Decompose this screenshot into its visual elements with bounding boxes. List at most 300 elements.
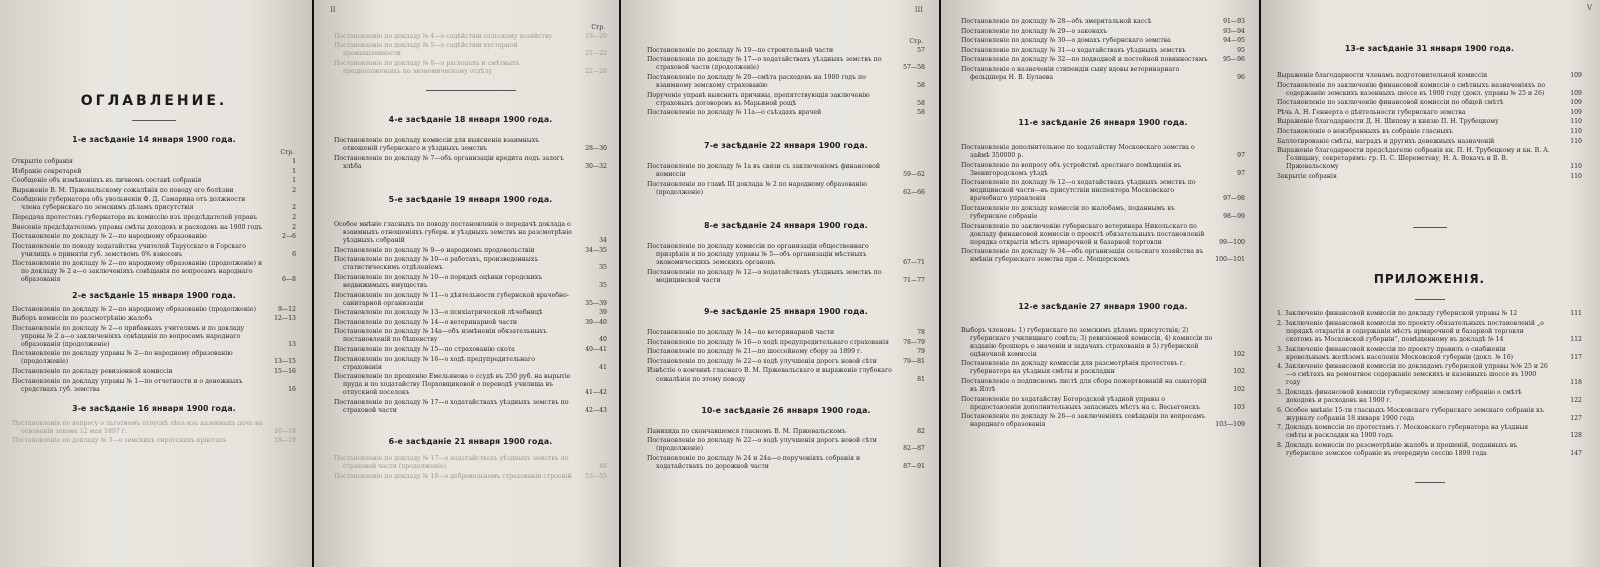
toc-entry [961,56,1245,64]
toc-entry [961,162,1245,178]
toc-entry-page: 57—58 [903,64,925,72]
toc-list [961,144,1245,264]
page-contents-2 [314,0,619,567]
toc-entry-text: Порученіе управѣ выяснить причины, препятствующія заключенію страховыхъ договоровъ въ Марьиной рощѣ [647,91,870,107]
section-rule [426,90,516,91]
toc-entry-page: 6—8 [281,276,296,284]
toc-entry-text: Баллотированіе смѣты, наградъ и другихъ денежныхъ назначеній [1277,137,1495,145]
toc-list [12,158,296,284]
toc-entry-text: Особое мнѣніе гласныхъ по поводу постановленія о передачѣ доклада о взаимныхъ отношеніяхъ губерн. и уѣздныхъ земствъ на разсмотрѣніе уѣздныхъ собраній [334,221,572,245]
toc-entry-text: Постановленіе по докладу № 3—о земскихъ сиротскихъ пріютахъ [12,437,227,445]
toc-entry-text: 6. Особое мнѣніе 15-ти гласныхъ Московскаго губернскаго земскаго собранія къ журналу собранія 18 января 1900 года [1277,406,1544,422]
toc-entry [961,413,1245,429]
toc-entry-text: 8. Докладъ комиссіи по разсмотрѣнію жалобъ и прошеній, поданныхъ въ губернское земское собраніе въ очередную сессію 1899 года [1277,441,1518,457]
toc-entry-page: 39—40 [585,318,607,326]
toc-entry-page: 62—66 [903,189,925,197]
toc-entry-page: 109 [1570,108,1582,116]
toc-entry [647,56,925,72]
toc-entry-text: Постановленіе по докладу № 18—о добровольномъ страхованіи строеній [334,472,572,480]
toc-entry-text: Постановленіе по заключенію финансовой комиссіи о смѣтныхъ назначеніяхъ по содержанію земскихъ казенныхъ шоссе въ 1900 году (докл. управы № 25 и 26) [1277,81,1546,97]
toc-entry-text: Постановленіе по докладу ревизіонной комиссіи [12,368,173,376]
toc-entry [1277,363,1582,387]
toc-entry-text: Сообщеніе объ измѣненіяхъ въ личномъ составѣ собранія [12,177,202,185]
session-header: 9-е засѣданіе 25 января 1900 года. [704,307,868,317]
toc-entry [961,179,1245,203]
toc-entry-page: 2 [292,213,296,221]
toc-entry-page: 102 [1233,386,1245,393]
toc-entry [961,18,1245,26]
toc-entry-page: 110 [1570,128,1582,135]
toc-entry-page: 2 [292,204,296,212]
toc-entry-text: Постановленіе по докладу № 2—по народному образованію (продолженіе) [12,305,257,313]
toc-entry-text: Рѣчь А. Н. Геннерта о дѣятельности губернскаго земства [1277,108,1466,116]
toc-entry-text: Постановленіе по докладу № 17—о ходатайствахъ уѣздныхъ земствъ по страховой части [334,398,569,414]
toc-list [1277,310,1582,458]
toc-entry [647,455,925,471]
toc-entry-page: 109 [1570,72,1582,80]
session-header: 10-е засѣданіе 26 января 1900 года. [701,405,871,415]
toc-entry [12,177,296,185]
toc-entry-text: Постановленіе по докладу № 20—смѣта расходовъ на 1900 годъ по взаимному земскому страхованію [647,73,866,90]
toc-entry [334,309,607,317]
toc-entry-text: Постановленіе дополнительное по ходатайству Московскаго земства о займѣ 350000 р. [961,144,1195,160]
toc-entry-page: 41—42 [585,389,607,397]
toc-entry-page: 53—55 [585,472,607,480]
toc-entry-page: 18—19 [274,437,296,445]
toc-list [647,428,925,471]
toc-entry-page: 103 [1233,403,1245,411]
toc-entry-text: Постановленіе по заключенію финансовой комиссіи по общей смѣтѣ [1277,99,1504,107]
toc-entry-page: 78 [917,329,925,337]
toc-entry-text: Постановленіе по докладу № 2—по народному образованію (продолженіе) и по докладу № 2 а—о заключеніяхъ совѣщанія по вопросамъ народнаго образованія [12,260,263,284]
toc-entry-text: Постановленіе по докладу № 9—о народномъ продовольствіи [334,246,535,254]
toc-entry-page: 39 [599,309,607,317]
toc-entry-text: 5. Докладъ финансовой комиссіи губернскому земскому собранію о смѣтѣ доходовъ и расходовъ на 1900 г. [1277,389,1522,405]
toc-entry-page: 78—79 [903,338,925,346]
toc-entry-text: Постановленіе по ходатайству Богородской уѣздной управы о предоставленіи дополнительныхъ запасныхъ мѣстъ на с. Весьегонскъ [961,395,1200,411]
toc-entry-page: 93—94 [1223,27,1245,35]
toc-entry [12,168,296,176]
toc-entry-page: 6 [292,250,296,258]
toc-list [1277,72,1582,181]
toc-entry [334,256,607,272]
toc-entry-page: 81 [917,375,925,383]
toc-entry-text: Постановленіе по докладу № 21—по шоссейному сбору за 1899 г. [647,348,863,356]
toc-entry [961,360,1245,376]
toc-entry-page: 2 [292,186,296,194]
section-rule [1413,227,1447,228]
toc-entry-text: Постановленіе по докладу № 22—о ходѣ улучшенія дорогъ новой сѣти [647,357,877,365]
toc-entry-text: Постановленіе по докладу № 1а въ связи съ заключеніемъ финансовой комиссіи [647,163,881,179]
toc-entry [961,378,1245,394]
session-header: 5-е засѣданіе 19 января 1900 года. [388,194,553,204]
toc-entry-page: 98—99 [1223,213,1245,221]
session-header: 3-е засѣданіе 16 января 1900 года. [72,403,236,413]
toc-entry-page: 103—109 [1215,421,1245,429]
toc-entry-page: 28—30 [585,145,607,153]
toc-entry-text: Открытіе собранія [12,158,73,166]
page-contents-4 [941,0,1259,567]
toc-entry-text: 1. Заключеніе финансовой комиссіи по докладу губернской управы № 12 [1277,310,1518,318]
toc-entry [12,350,296,366]
toc-entry-text: Постановленіе по докладу № 14—по ветеринарной части [647,329,835,337]
toc-entry [334,346,607,354]
toc-entry [334,319,607,327]
toc-entry [12,378,296,394]
toc-entry-text: Постановленіе по докладу № 5—о содѣйствіи кустарной промышленности [334,42,518,58]
session-header: 6-е засѣданіе 21 января 1900 года. [388,436,553,446]
toc-entry [1277,138,1582,146]
toc-entry-page: 99—100 [1219,238,1245,246]
toc-entry [1277,442,1582,458]
toc-entry-page: 58 [917,82,925,90]
toc-entry [1277,320,1582,344]
toc-entry [12,224,296,232]
toc-entry-page: 71—77 [903,277,925,285]
toc-entry-text: Постановленіе по докладу № 22—о ходѣ улучшенія дорогъ новой сѣти (продолженіе) [647,437,877,453]
page-number: V [1586,4,1592,12]
toc-entry-page: 2 [292,223,296,231]
toc-entry-text: Постановленіе по докладу № 11а—о съѣздахъ врачей [647,109,822,117]
toc-entry [1277,128,1582,136]
contents-title: ОГЛАВЛЕНИЕ. [80,93,228,109]
toc-entry-page: 117 [1570,353,1582,361]
toc-entry-text: Выраженіе благодарности предсѣдателю собранія кн. П. Н. Трубецкому и кн. В. А. Голицыну, секретарямъ: гр. П. С. Шереметеву, Н. А. Вокачъ и В. В. Пржевальскому [1277,147,1550,171]
page-contents-5 [1261,0,1600,567]
toc-entry [961,223,1245,247]
toc-entry-text: Выборъ комиссіи по разсмотрѣнію жалобъ [12,315,153,323]
toc-entry-page: 16—18 [274,427,296,435]
toc-entry-page: 82—87 [903,445,925,453]
toc-entry [1277,310,1582,318]
toc-entry [647,367,925,383]
toc-entry-text: Постановленіе о подписномъ листѣ для сбора пожертвованій на санаторій въ Ялтѣ [961,377,1207,393]
toc-entry-page: 97—98 [1223,195,1245,203]
toc-entry-page: 122 [1570,397,1582,405]
toc-entry-page: 67—71 [903,259,925,267]
toc-list [334,33,607,76]
toc-list [334,221,607,415]
toc-entry-text: Постановленіе по заключенію губернскаго ветеринара Никольскаго по докладу финансовой комиссіи о проектѣ обязательныхъ постановленій порядка открытія мѣстъ ярмарочной и базарной торговли [961,222,1205,246]
toc-entry [647,243,925,267]
toc-entry-page: 40—41 [585,345,607,353]
bottom-rule [1415,482,1445,483]
toc-entry-text: Постановленіе по докладу № 13—о психіатрической лѣчебницѣ [334,309,543,317]
toc-entry-text: 4. Заключеніе финансовой комиссіи по докладамъ губернской управы №№ 25 и 26—о смѣтахъ на ремонтное содержаніе земскихъ и казенныхъ шоссе въ 1900 году [1277,363,1548,387]
toc-entry-page: 94—95 [1223,37,1245,45]
toc-list [334,137,607,171]
toc-entry-page: 109 [1570,89,1582,97]
toc-entry [334,33,607,41]
toc-entry-text: 7. Докладъ комиссіи по протестамъ г. Московскаго губернатора на уѣздныя смѣты и раскладки на 1900 годъ [1277,424,1529,440]
toc-entry-text: Постановленіе по докладу № 14а—объ измѣненіи обязательныхъ постановленій по бѣшенству [334,328,547,344]
toc-entry-page: 128 [1570,432,1582,440]
toc-entry-page: 102 [1233,368,1245,376]
toc-entry-text: 3. Заключеніе финансовой комиссіи по проекту правилъ о снабженіи кровельнымъ желѣзомъ населенія Московской губерніи (докл. № 16) [1277,345,1514,361]
toc-entry [12,233,296,241]
page-column-label: Стр. [591,24,605,31]
title-rule [132,120,176,121]
toc-entry-text: Постановленіе по докладу № 24 и 24а—о порученіяхъ собранія и ходатайствахъ по дорожной части [647,454,861,470]
toc-entry-text: Постановленіе по докладу № 16—о ходѣ предупредительнаго страхованія [647,338,889,346]
toc-entry-text: Сообщеніе губернатора объ увольненіи Ф. Д. Самарина отъ должности члена губернскаго по земскимъ дѣламъ присутствія [12,196,246,212]
toc-entry-text: Постановленіе по докладу комиссіи по организаціи общественнаго призрѣнія и по докладу управы № 5—объ организаціи мѣстныхъ экономическихъ земскихъ органовъ [647,243,869,267]
toc-entry-page: 95 [1237,46,1245,54]
toc-entry [961,205,1245,221]
toc-entry-text: Постановленіе по докладу № 26—о заключеніяхъ совѣщанія по вопросамъ народнаго образованія [961,413,1206,429]
toc-entry [961,37,1245,45]
toc-entry [334,60,607,76]
toc-entry-page: 91—93 [1223,18,1245,25]
toc-entry-text: Постановленіе по докладу № 7—объ организаціи кредита подъ залогъ хлѣба [334,154,564,170]
toc-entry-text: Постановленіе по докладу № 32—по подводной и постойной повинностямъ [961,56,1208,64]
toc-list [647,47,925,118]
toc-entry [1277,407,1582,423]
toc-entry [12,437,296,445]
toc-entry-page: 9—12 [278,305,296,313]
toc-entry [1277,424,1582,440]
toc-entry-page: 13—15 [274,358,296,366]
toc-entry [12,187,296,195]
toc-entry-text: Постановленіе по докладу № 30—о домахъ губернскаго земства [961,37,1171,45]
toc-entry-text: Постановленіе по докладу № 10—о порядкѣ оцѣнки городскихъ недвижимыхъ имуществъ [334,273,543,290]
session-header: 2-е засѣданіе 15 января 1900 года. [72,291,236,301]
toc-entry-page: 13 [288,340,296,348]
toc-entry [334,247,607,255]
toc-entry-text: Постановленіе по докладу № 11—о дѣятельности губернской врачебно-санитарной организаціи [334,291,569,307]
toc-entry [334,155,607,171]
toc-entry-page: 1 [292,167,296,175]
title-rule [1415,299,1445,300]
toc-entry-page: 2—6 [281,233,296,241]
toc-entry-text: Выраженіе В. М. Пржевальскому сожалѣнія по поводу его болѣзни [12,186,234,194]
session-header: 1-е засѣданіе 14 января 1900 года. [72,135,236,145]
toc-entry [12,214,296,222]
toc-entry-text: Постановленіе по докладу № 10—о работахъ, произведенныхъ статистическимъ отдѣленіемъ [334,256,539,272]
toc-entry-text: Постановленіе по докладу № 28—объ эмеритальной кассѣ [961,18,1152,25]
toc-entry-page: 110 [1570,172,1582,180]
toc-entry [1277,147,1582,171]
toc-list [647,163,925,197]
toc-entry [334,221,607,245]
toc-entry [961,396,1245,412]
toc-entry-text: Постановленіе по докладу управы № 1—по отчетности и о денежныхъ средствахъ губ. земства [12,377,243,393]
toc-entry-page: 42—43 [585,406,607,414]
toc-entry-page: 118 [1570,379,1582,387]
toc-entry [334,42,607,58]
toc-entry-page: 19—20 [585,32,607,40]
toc-entry-text: Выраженіе благодарности Д. Н. Шипову и князю П. Н. Трубецкому [1277,118,1499,126]
toc-entry-text: Постановленіе по докладу управы № 2—по народному образованію (продолженіе) [12,350,233,366]
toc-entry-page: 41 [599,363,607,371]
toc-entry [961,66,1245,82]
toc-entry [1277,72,1582,80]
toc-entry [1277,82,1582,98]
toc-entry [961,144,1245,160]
toc-entry-text: Постановленіе по докладу № 16—о ходѣ предупредительнаго страхованія [334,355,535,371]
toc-entry-text: Постановленіе по докладу комиссіи по жалобамъ, поданнымъ въ губернское собраніе [961,205,1175,221]
toc-entry-page: 15—16 [274,368,296,376]
toc-entry-text: Постановленіе по докладу № 12—о ходатайствахъ уѣздныхъ земствъ по медицинской части—въ присутствіи инспектора Московскаго врачебнаго управленія [961,179,1196,203]
toc-entry [12,368,296,376]
toc-entry [334,274,607,290]
toc-entry-text: Постановленіе по докладу комиссіи для выясненія взаимныхъ отношеній губернскаго и уѣздныхъ земствъ [334,137,540,153]
toc-entry-page: 79 [917,348,925,356]
page-column-label: Стр. [280,149,294,157]
toc-entry [647,339,925,347]
toc-entry-text: Постановленіе по докладу № 34—объ организаціи сельскаго хозяйства въ имѣніи губернскаго земства при с. Мещерскомъ [961,248,1204,264]
toc-entry [647,428,925,436]
toc-entry-page: 96 [1237,73,1245,81]
toc-entry [12,158,296,166]
toc-entry [647,47,925,55]
toc-list [961,327,1245,430]
toc-entry [647,358,925,366]
toc-list [12,306,296,394]
toc-entry [961,28,1245,36]
toc-entry [961,327,1245,359]
toc-entry [334,455,607,471]
toc-entry [1277,118,1582,126]
toc-entry [1277,346,1582,362]
toc-entry-text: Постановленіе по докладу № 15—по страхованію скота [334,345,515,353]
toc-entry-text: Постановленіе по докладу № 17—о ходатайствахъ уѣздныхъ земствъ по страховой части (продолженіе) [647,56,882,72]
appendix-title: ПРИЛОЖЕНІЯ. [1373,271,1486,286]
toc-entry-page: 110 [1570,118,1582,126]
toc-entry-text: Постановленіе по докладу комиссіи для разсмотрѣнія протестовъ г. губернатора на уѣздныя смѣты и раскладки [961,360,1185,376]
toc-entry-page: 127 [1570,414,1582,422]
toc-entry-page: 1 [292,177,296,185]
toc-entry [12,420,296,436]
page-number: II [330,6,336,14]
toc-entry-page: 40 [599,336,607,344]
toc-entry [12,325,296,349]
toc-entry-page: 111 [1570,310,1582,318]
toc-entry-text: Постановленіе по докладу № 29—о законахъ [961,27,1108,35]
toc-entry [334,292,607,308]
toc-entry [12,315,296,323]
toc-entry-text: Постановленіе о назначеніи стипендіи сыну вдовы ветеринарнаго фельдшера Н. В. Булаева [961,65,1180,81]
toc-list [12,420,296,446]
toc-entry [12,196,296,212]
toc-entry-page: 30—32 [585,162,607,170]
session-header: 8-е засѣданіе 24 января 1900 года. [704,221,868,231]
toc-entry-text: Постановленіе по вопросу о льготномъ отпускѣ лѣса изъ казенныхъ дачъ на основаніи закона 12 мая 1897 г. [12,419,263,435]
toc-entry-page: 82 [917,427,925,435]
toc-entry-text: Постановленіе по докладу № 4—о содѣйствіи сельскому хозяйству [334,32,553,40]
toc-entry-text: Внесеніе предсѣдателемъ управы смѣты доходовъ и расходовъ на 1900 годъ [12,223,263,231]
toc-entry-page: 112 [1570,336,1582,344]
toc-entry [334,399,607,415]
toc-entry-text: Постановленіе по докладу № 2—о прибавкахъ учителямъ и по докладу управы № 2 а—о заключеніяхъ совѣщанія по вопросамъ народнаго образованія (продолженіе) [12,324,245,348]
toc-entry [961,47,1245,55]
toc-entry-page: 22—26 [585,68,607,76]
toc-entry-page: 95—96 [1223,56,1245,64]
toc-entry-page: 16 [288,385,296,393]
toc-entry-page: 34 [599,237,607,245]
toc-entry-text: Извѣстіе о кончинѣ гласнаго В. М. Пржевальскаго и выраженіе глубокаго сожалѣнія по этому поводу [647,367,892,383]
toc-entry [1277,389,1582,405]
toc-entry-page: 21—22 [585,50,607,58]
session-header: 12-е засѣданіе 27 января 1900 года. [1018,302,1188,312]
toc-list [647,243,925,285]
toc-entry [334,328,607,344]
toc-entry-text: Панихида по скончавшемся гласномъ В. М. Пржевальскомъ [647,427,846,435]
toc-entry [334,473,607,481]
toc-list [334,455,607,481]
toc-entry-page: 97 [1237,152,1245,160]
toc-entry-text: Постановленіе о неизбранныхъ въ собраніе гласныхъ [1277,128,1453,135]
toc-entry [647,437,925,453]
toc-entry [647,163,925,179]
toc-entry-text: Постановленіе по докладу № 2—по народному образованію [12,233,207,241]
toc-entry-page: 58 [917,99,925,107]
toc-entry-page: 57 [917,46,925,54]
toc-entry-page: 35 [599,282,607,290]
toc-entry-text: Постановленіе по докладу № 19—по строительной части [647,46,834,54]
toc-entry-page: 97 [1237,169,1245,177]
toc-entry [12,260,296,284]
toc-entry-page: 59—62 [903,171,925,179]
toc-entry [1277,173,1582,181]
toc-entry-text: Постановленіе по докладу № 17—о ходатайствахъ уѣздныхъ земствъ по страховой части (продолженіе) [334,455,569,471]
toc-entry-text: Выраженіе благодарности членамъ подготовительной комиссіи [1277,72,1488,80]
toc-entry [647,269,925,285]
toc-entry-text: Закрытіе собранія [1277,172,1337,180]
toc-entry [1277,109,1582,117]
toc-entry-text: Выборъ членовъ: 1) губернскаго по земскимъ дѣламъ присутствія; 2) губернскаго училищнаго совѣта; 3) ревизіонной комиссіи, 4) комиссіи по изданію брошюръ о значеніи и задачахъ страхованія и 5) губернской оцѣночной комиссіи [961,326,1213,358]
toc-entry-text: Постановленіе по докладу № 31—о ходатайствахъ уѣздныхъ земствъ [961,46,1186,54]
toc-entry-page: 35 [599,264,607,272]
toc-entry-page: 109 [1570,99,1582,107]
toc-entry-page: 110 [1570,163,1582,171]
toc-entry-page: 79—81 [903,357,925,365]
toc-entry [334,137,607,153]
toc-entry-page: 35—39 [585,299,607,307]
session-header: 4-е засѣданіе 18 января 1900 года. [388,115,553,125]
toc-entry-page: 34—35 [585,246,607,254]
toc-entry-page: 46 [599,463,607,471]
toc-entry-page: 12—13 [274,315,296,323]
toc-entry-page: 87—91 [903,462,925,470]
toc-entry-text: Постановленіе по поводу ходатайства учителей Тарусскаго и Горскаго училищъ о принятіи губ. земствомъ 6% взносовъ [12,242,246,258]
toc-entry-text: Постановленіе по докладу № 8—о расходахъ и смѣтныхъ предположеніяхъ по экономическому отдѣлу [334,59,520,76]
toc-entry-page: 1 [292,158,296,166]
toc-entry [12,243,296,259]
toc-entry-text: Постановленіе по главѣ III доклада № 2 по народному образованію (продолженіе) [647,181,867,197]
toc-entry-page: 110 [1570,137,1582,145]
toc-entry-text: 2. Заключеніе финансовой комиссіи по проекту обязательныхъ постановленій „о порядкѣ открытія и содержанія мѣстъ ярмарочной и базарной торговли скотомъ въ Московской губерніи“, помѣщенному въ докладѣ № 14 [1277,320,1544,344]
toc-entry [647,181,925,197]
toc-entry-text: Постановленіе по прошенію Емельянова о ссудѣ въ 250 руб. на вырытіе пруда и по ходатайству Порховщиковой о переводѣ училища въ отпускной поселокъ [334,373,571,397]
toc-entry-text: Постановленіе по докладу № 12—о ходатайствахъ уѣздныхъ земствъ по медицинской части [647,268,882,285]
toc-entry-page: 102 [1233,350,1245,358]
toc-entry-page: 58 [917,109,925,117]
page-column-label: Стр. [909,38,923,45]
toc-entry-text: Передача протестовъ губернатора въ комиссію изъ предсѣдателей управъ [12,213,258,221]
toc-entry-page: 147 [1570,449,1582,457]
toc-entry [1277,99,1582,107]
toc-entry [12,306,296,314]
page-contents-3 [621,0,939,567]
session-header: 11-е засѣданіе 26 января 1900 года. [1018,117,1188,127]
toc-entry [647,92,925,108]
session-header: 13-е засѣданіе 31 января 1900 года. [1344,44,1515,53]
page-number: III [914,6,923,14]
toc-entry [647,74,925,90]
toc-entry-text: Постановленіе по вопросу объ устройствѣ арестнаго помѣщенія въ Звенигородскомъ уѣздѣ [961,161,1182,177]
session-header: 7-е засѣданіе 22 января 1900 года. [704,141,868,151]
